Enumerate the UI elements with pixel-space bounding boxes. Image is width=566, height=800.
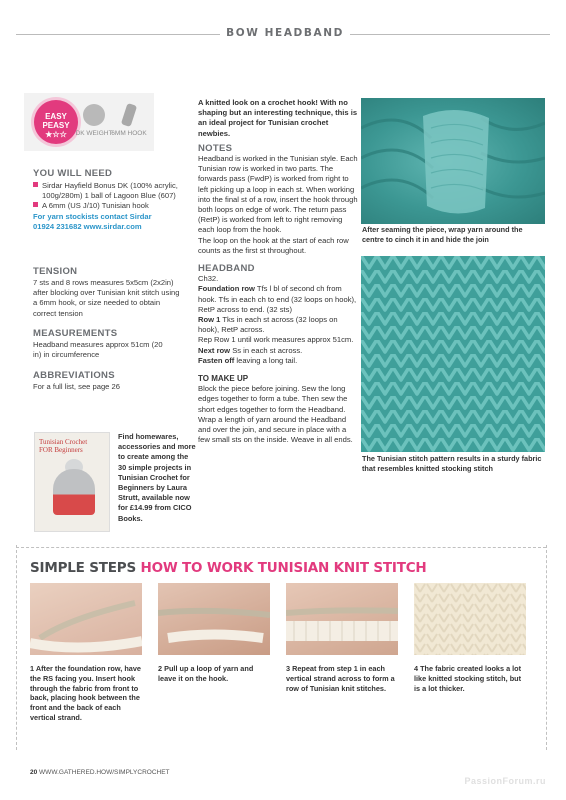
header-rule-left <box>16 34 220 35</box>
notes-heading: NOTES <box>198 142 233 154</box>
difficulty-badge <box>34 100 78 144</box>
yarn-ball-icon <box>83 104 105 126</box>
step-4-text: 4 The fabric created looks a lot like knitted stocking stitch, but is a lot thicker. <box>414 664 522 693</box>
foundation-row: Foundation row Tfs l bl of second ch from hook. Tfs in each ch to end (32 loops on hook), RetP across to end. (32 sts) <box>198 284 357 314</box>
photo1-caption: After seaming the piece, wrap yarn around the centre to cinch it in and hide the join <box>362 225 523 244</box>
steps-border-left <box>16 545 17 750</box>
hat-illustration <box>53 469 95 515</box>
tension-text: 7 sts and 8 rows measures 5x5cm (2x2in) after blocking over Tunisian knit stitch using a 6mm hook, or size needed to obtain correct tension <box>33 278 180 318</box>
book-cover <box>34 432 110 532</box>
makeup-heading: TO MAKE UP <box>198 374 249 384</box>
stitch-closeup-photo <box>361 256 545 452</box>
stockists-contact: For yarn stockists contact Sirdar 01924 231682 www.sirdar.com <box>33 211 152 231</box>
steps-divider <box>16 547 546 548</box>
abbreviations-text: For a full list, see page 26 <box>33 382 120 391</box>
headband-knit-texture <box>361 98 545 224</box>
next-row: Next row Ss in each st across. <box>198 345 303 355</box>
steps-title: SIMPLE STEPS HOW TO WORK TUNISIAN KNIT STITCH <box>30 560 427 576</box>
difficulty-stars: ★☆☆ <box>45 130 67 139</box>
difficulty-line2: PEASY <box>42 121 70 130</box>
header-rule-right <box>350 34 550 35</box>
bullet-icon <box>33 182 38 187</box>
headband-heading: HEADBAND <box>198 263 255 275</box>
step-3-text: 3 Repeat from step 1 in each vertical strand across to form a row of Tunisian knit stitches. <box>286 664 395 693</box>
materials-item: Sirdar Hayfield Bonus DK (100% acrylic, 100g/280m) 1 ball of Lagoon Blue (607) <box>33 181 185 201</box>
intro-text: A knitted look on a crochet hook! With no shaping but an interesting technique, this is an ideal project for Tunisian crochet newbies. <box>198 98 358 138</box>
hook-size-label: 6MM HOOK <box>111 130 147 137</box>
page-number: 20 <box>30 769 38 776</box>
difficulty-line1: EASY <box>45 112 67 121</box>
pattern-column <box>198 98 358 446</box>
step-1-photo <box>30 583 142 655</box>
book-cover-title: Tunisian Crochet FOR Beginners <box>39 438 88 454</box>
page-title: BOW HEADBAND <box>226 27 344 39</box>
makeup-text: Block the piece before joining. Sew the long edges together to form a tube. Then sew the short edges together to form the Headband. Wrap a length of yarn around the Headband and over the join, and secure in place with a few small sts on the inside. Weave in all ends. <box>198 384 353 445</box>
page-footer <box>30 769 170 776</box>
repeat-instruction: Rep Row 1 until work measures approx 51cm. <box>198 335 354 345</box>
materials-list <box>33 181 185 232</box>
fasten-off: Fasten off leaving a long tail. <box>198 355 298 365</box>
materials-item: A 6mm (US J/10) Tunisian hook <box>33 201 185 211</box>
photo2-caption: The Tunisian stitch pattern results in a sturdy fabric that resembles knitted stocking stitch <box>362 454 542 473</box>
measurements-heading: MEASUREMENTS <box>33 328 118 339</box>
bullet-icon <box>33 202 38 207</box>
step-2-photo <box>158 583 270 655</box>
tension-heading: TENSION <box>33 266 78 277</box>
book-promo: Find homewares, accessories and more to create among the 30 simple projects in Tunisian Crochet for Beginners by Laura Strutt, available now for £14.99 from CICO Books. <box>118 432 196 523</box>
steps-border-right <box>546 545 547 750</box>
measurements-text: Headband measures approx 51cm (20 in) in circumference <box>33 340 163 360</box>
step-1-text: 1 After the foundation row, have the RS facing you. Insert hook through the fabric from front to back, placing hook between the front and the back of each vertical strand. <box>30 664 141 722</box>
yarn-weight-label: DK WEIGHT <box>75 130 113 137</box>
chain-instruction: Ch32. <box>198 274 219 284</box>
step-2-text: 2 Pull up a loop of yarn and leave it on the hook. <box>158 664 254 683</box>
headband-photo <box>361 98 545 224</box>
row-1: Row 1 Tks in each st across (32 loops on hook), RetP across. <box>198 315 338 335</box>
step-3-photo <box>286 583 398 655</box>
watermark: PassionForum.ru <box>464 776 546 786</box>
stitch-texture <box>361 256 545 452</box>
abbreviations-heading: ABBREVIATIONS <box>33 370 115 381</box>
you-will-need-heading: YOU WILL NEED <box>33 168 113 179</box>
step-4-photo <box>414 583 526 655</box>
notes-paragraph: The loop on the hook at the start of each row counts as the first st throughout. <box>198 235 349 255</box>
notes-paragraph: Headband is worked in the Tunisian style. Each Tunisian row is worked in two parts. The forwards pass (FwdP) is worked from right to left picking up a loop in each st. When working into the final st of a row, insert the hook through both loops on edge of work. The return pass (RetP) is worked from left to right removing each loop from the hook. <box>198 154 358 235</box>
footer-url: WWW.GATHERED.HOW/SIMPLYCROCHET <box>39 769 170 776</box>
